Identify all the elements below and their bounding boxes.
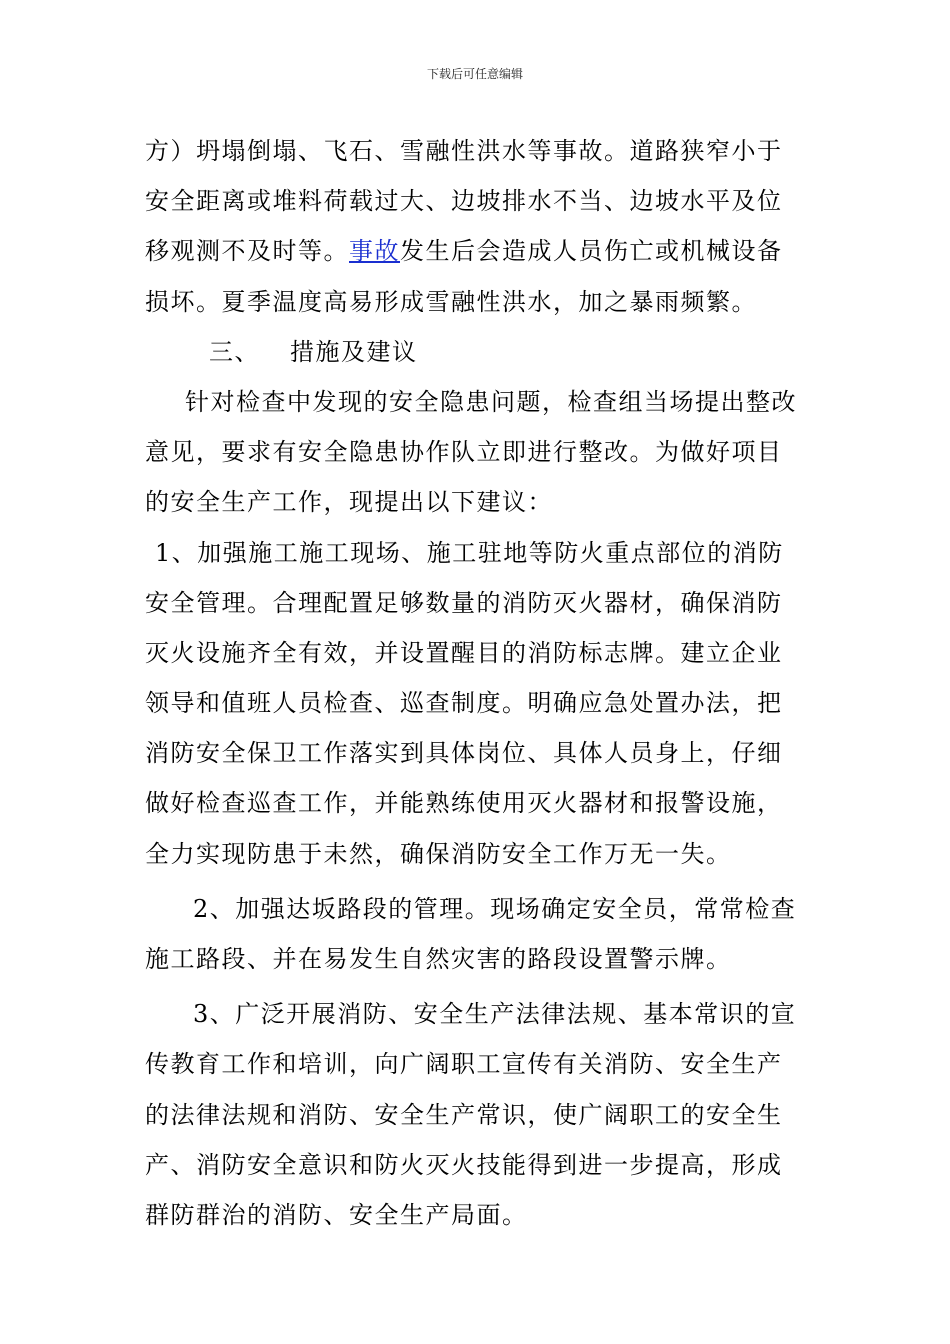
text-line: 1、加强施工施工现场、施工驻地等防火重点部位的消防 (155, 538, 784, 567)
text-fragment: 移观测不及时等。 (145, 237, 349, 266)
text-line: 安全管理。合理配置足够数量的消防灭火器材，确保消防 (145, 588, 783, 617)
text-line: 全力实现防患于未然，确保消防安全工作万无一失。 (145, 839, 732, 868)
text-line: 安全距离或堆料荷载过大、边坡排水不当、边坡水平及位 (145, 187, 783, 216)
text-line: 群防群治的消防、安全生产局面。 (145, 1200, 528, 1229)
text-line: 领导和值班人员检查、巡查制度。明确应急处置办法，把 (145, 689, 783, 718)
section-heading (145, 327, 810, 377)
text-line: 的安全生产工作，现提出以下建议： (145, 488, 553, 517)
text-line: 意见，要求有安全隐患协作队立即进行整改。为做好项目 (145, 438, 783, 467)
document-body (145, 126, 810, 1240)
section-title: 措施及建议 (290, 337, 418, 366)
text-line: 2、加强达坂路段的管理。现场确定安全员，常常检查 (193, 894, 797, 923)
text-line: 针对检查中发现的安全隐患问题，检查组当场提出整改 (185, 387, 797, 416)
suggestion-item-1 (145, 528, 810, 879)
suggestion-item-3 (145, 989, 810, 1240)
paragraph-intro (145, 377, 810, 528)
text-line: 消防安全保卫工作落实到具体岗位、具体人员身上，仔细 (145, 739, 783, 768)
accident-link[interactable]: 事故 (349, 237, 400, 266)
text-line: 灭火设施齐全有效，并设置醒目的消防标志牌。建立企业 (145, 638, 783, 667)
text-fragment: 发生后会造成人员伤亡或机械设备 (400, 237, 783, 266)
text-line: 做好检查巡查工作，并能熟练使用灭火器材和报警设施， (145, 789, 783, 818)
page-header: 下载后可任意编辑 (426, 67, 523, 81)
text-line: 的法律法规和消防、安全生产常识，使广阔职工的安全生 (145, 1100, 783, 1129)
text-line: 3、广泛开展消防、安全生产法律法规、基本常识的宣 (193, 1000, 797, 1029)
section-number: 三、 (209, 337, 260, 366)
text-line: 施工路段、并在易发生自然灾害的路段设置警示牌。 (145, 945, 732, 973)
text-line: 传教育工作和培训，向广阔职工宣传有关消防、安全生产 (145, 1050, 783, 1079)
text-line: 损坏。夏季温度高易形成雪融性洪水，加之暴雨频繁。 (145, 287, 757, 316)
text-line: 产、消防安全意识和防火灭火技能得到进一步提高，形成 (145, 1150, 783, 1179)
suggestion-item-2 (145, 884, 810, 984)
text-line: 方）坍塌倒塌、飞石、雪融性洪水等事故。道路狭窄小于 (145, 137, 783, 165)
paragraph-hazards (145, 126, 810, 327)
text-line (145, 226, 810, 276)
